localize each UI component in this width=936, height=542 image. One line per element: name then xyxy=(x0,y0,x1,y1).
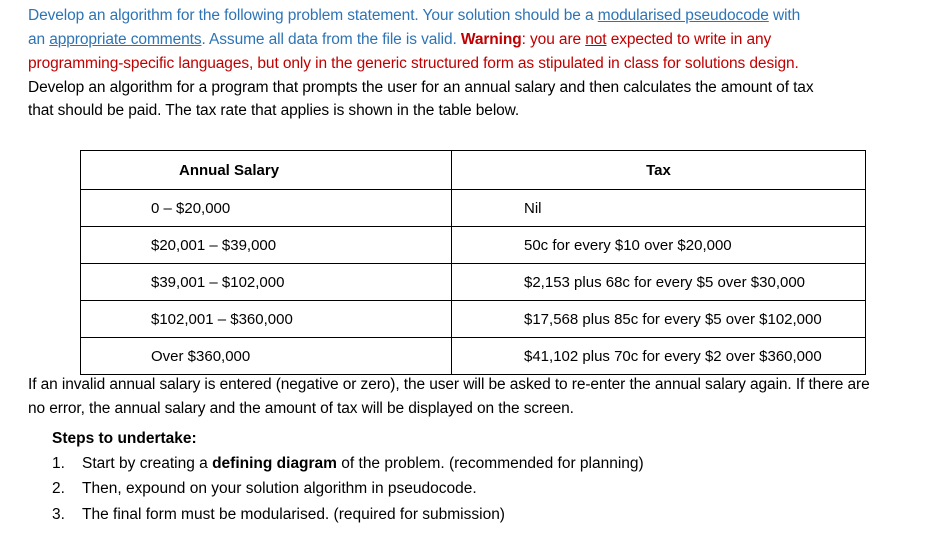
table-row xyxy=(81,301,866,338)
step-number: 3. xyxy=(52,506,65,523)
tax-cell: Nil xyxy=(452,190,866,227)
intro-line-3: programming-specific languages, but only in the generic structured form as stipulated in class for solutions design. xyxy=(28,55,799,72)
warning-label: Warning xyxy=(460,31,522,48)
table-row xyxy=(81,338,866,375)
after-line-1: If an invalid annual salary is entered (negative or zero), the user will be asked to re-enter the annual salary again. If there are xyxy=(28,376,870,393)
tax-cell: $17,568 plus 85c for every $5 over $102,000 xyxy=(452,301,866,338)
intro-text: with xyxy=(768,7,801,24)
step-text: The final form must be modularised. (required for submission) xyxy=(82,506,505,523)
intro-line-5: that should be paid. The tax rate that applies is shown in the table below. xyxy=(28,102,520,119)
step-number: 2. xyxy=(52,480,65,497)
salary-cell: Over $360,000 xyxy=(81,338,452,375)
step-item xyxy=(52,506,505,524)
steps-title: Steps to undertake: xyxy=(52,430,197,447)
appropriate-comments-link[interactable]: appropriate comments xyxy=(49,31,202,48)
warning-text: : you are xyxy=(521,31,586,48)
after-line-2: no error, the annual salary and the amount of tax will be displayed on the screen. xyxy=(28,400,574,417)
tax-cell: $41,102 plus 70c for every $2 over $360,000 xyxy=(452,338,866,375)
intro-text: . Assume all data from the file is valid. xyxy=(201,31,461,48)
step-text: of the problem. (recommended for planning) xyxy=(336,455,644,472)
table-row xyxy=(81,264,866,301)
salary-cell: $102,001 – $360,000 xyxy=(81,301,452,338)
step-number: 1. xyxy=(52,455,65,472)
table-row xyxy=(81,227,866,264)
salary-cell: $39,001 – $102,000 xyxy=(81,264,452,301)
intro-text: an xyxy=(28,31,50,48)
defining-diagram-term: defining diagram xyxy=(212,455,337,472)
step-item xyxy=(52,455,644,473)
salary-cell: 0 – $20,000 xyxy=(81,190,452,227)
warning-text: expected to write in any xyxy=(606,31,772,48)
intro-line-4: Develop an algorithm for a program that prompts the user for an annual salary and then calculates the amount of tax xyxy=(28,79,814,96)
intro-text: Develop an algorithm for the following problem statement. Your solution should be a xyxy=(28,7,598,24)
table-header-row xyxy=(81,151,866,190)
header-annual-salary: Annual Salary xyxy=(81,151,452,190)
step-text: Then, expound on your solution algorithm in pseudocode. xyxy=(82,480,477,497)
tax-rate-table xyxy=(80,150,866,375)
salary-cell: $20,001 – $39,000 xyxy=(81,227,452,264)
modularised-pseudocode-link[interactable]: modularised pseudocode xyxy=(597,7,769,24)
intro-line-1 xyxy=(28,4,800,27)
header-tax: Tax xyxy=(452,151,866,190)
step-text: Start by creating a xyxy=(82,455,213,472)
tax-cell: $2,153 plus 68c for every $5 over $30,000 xyxy=(452,264,866,301)
intro-line-2 xyxy=(28,28,771,51)
table-row xyxy=(81,190,866,227)
not-word: not xyxy=(585,31,607,48)
tax-cell: 50c for every $10 over $20,000 xyxy=(452,227,866,264)
step-item xyxy=(52,480,477,498)
